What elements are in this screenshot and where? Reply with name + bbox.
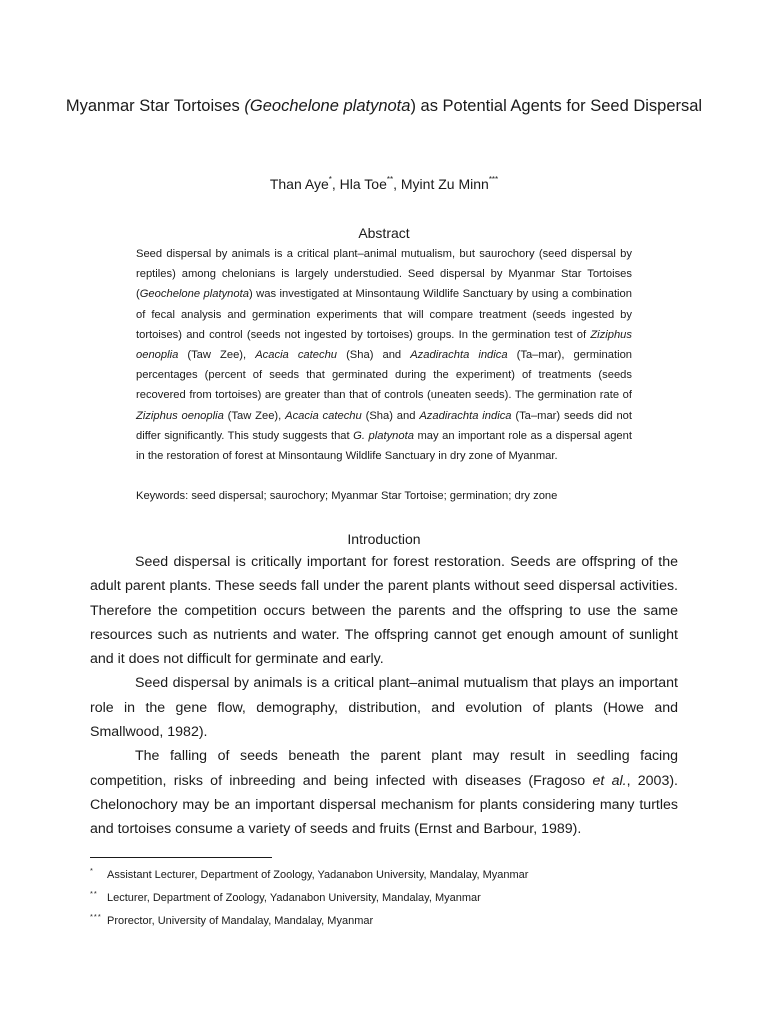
footnote-text: Assistant Lecturer, Department of Zoology, Yadanabon University, Mandalay, Myanmar <box>107 869 529 881</box>
footnote <box>90 864 690 887</box>
abstract-text: (Sha) and <box>337 349 411 362</box>
keywords-line <box>136 486 632 506</box>
author-name: Myint Zu Minn <box>400 176 489 192</box>
title-text: Myanmar Star Tortoises <box>65 97 245 115</box>
keywords-text: : seed dispersal; saurochory; Myanmar Star Tortoise; germination; dry zone <box>185 490 558 502</box>
abstract-paragraph <box>136 244 632 466</box>
abstract-text: (Taw Zee), <box>223 409 286 422</box>
species-name: Azadirachta indica <box>410 349 508 362</box>
species-name: Azadirachta indica <box>419 409 512 422</box>
intro-paragraph <box>90 744 678 841</box>
author-list: Than Aye*, Hla Toe**, Myint Zu Minn*** <box>269 175 499 192</box>
abstract-body <box>136 244 632 466</box>
abstract-text: ) was investigated at Minsontaung Wildlife Sanctuary by using a combination of fecal analysis and germination experiments that will compare treatment (seeds ingested by tortoises) and control (seeds not ingested by tortoises) groups. In the germination test of <box>136 288 632 341</box>
author-mark: *** <box>488 175 499 184</box>
abstract-text: may an important role as a dispersal agent in the restoration of forest at Minsontaung Wildlife Sanctuary in dry zone of Myanmar. <box>136 429 632 463</box>
abstract-text: (Ta–mar) seeds did not differ significantly. This study suggests that <box>136 409 633 442</box>
abstract-text: (Sha) and <box>361 409 420 422</box>
introduction-body <box>90 550 678 842</box>
intro-text: , 2003). Chelonochory may be an important dispersal mechanism for plants considering many turtles and tortoises consume a variety of seeds and fruits (Ernst and Barbour, 1989). <box>90 772 678 838</box>
footnote-text: Prorector, University of Mandalay, Mandalay, Myanmar <box>107 915 374 927</box>
abstract-heading: Abstract <box>358 225 410 241</box>
footnote-text: Lecturer, Department of Zoology, Yadanabon University, Mandalay, Myanmar <box>107 892 481 904</box>
et-al-italic: et al. <box>592 772 627 789</box>
author-mark: * <box>328 175 332 184</box>
keywords-label: Keywords <box>136 490 186 502</box>
title-species-italic: (Geochelone platynota <box>244 97 411 115</box>
footnote-rule <box>90 857 272 858</box>
intro-text: The falling of seeds beneath the parent plant may result in seedling facing competition, risks of inbreeding and being infected with diseases (Fragoso <box>90 748 678 789</box>
author-mark: ** <box>386 175 394 184</box>
species-name: Ziziphus oenoplia <box>136 409 224 422</box>
footnotes <box>90 864 690 933</box>
author-name: Hla Toe <box>339 176 387 192</box>
paper-title <box>60 92 708 120</box>
species-name: G. platynota <box>353 429 414 442</box>
species-name: Ziziphus oenoplia <box>136 328 632 362</box>
intro-paragraph: Seed dispersal by animals is a critical plant–animal mutualism that plays an important role in the gene flow, demography, distribution, and evolution of plants (Howe and Smallwood, 1982). <box>90 675 678 741</box>
abstract-text: (Ta–mar), germination percentages (percent of seeds that germinated during the experiment) of treatments (seeds recovered from tortoises) are greater than that of controls (uneaten seeds). The germination rate of <box>136 349 633 402</box>
footnote-mark: *** <box>90 912 102 921</box>
author-name: Than Aye <box>269 176 329 192</box>
intro-paragraph: Seed dispersal is critically important for forest restoration. Seeds are offspring of the adult parent plants. These seeds fall under the parent plants without seed dispersal activities. Therefore the competition occurs between the parents and the offspring to use the same resources such as nutrients and water. The offspring cannot get enough amount of sunlight and it does not difficult for germinate and early. <box>90 554 678 668</box>
footnote-mark: ** <box>90 889 98 898</box>
species-name: Geochelone platynota <box>139 288 249 301</box>
title-text-end: ) as Potential Agents for Seed Dispersal <box>410 97 703 115</box>
abstract-text: Seed dispersal by animals is a critical plant–animal mutualism, but saurochory (seed dispersal by reptiles) among chelonians is largely understudied. Seed dispersal by Myanmar Star Tortoises ( <box>136 248 632 301</box>
abstract-text: (Taw Zee), <box>178 349 256 362</box>
footnote-mark: * <box>90 866 94 875</box>
species-name: Acacia catechu <box>255 349 338 362</box>
footnote <box>90 887 690 910</box>
footnote <box>90 910 690 933</box>
introduction-heading: Introduction <box>347 531 421 547</box>
species-name: Acacia catechu <box>285 409 362 422</box>
